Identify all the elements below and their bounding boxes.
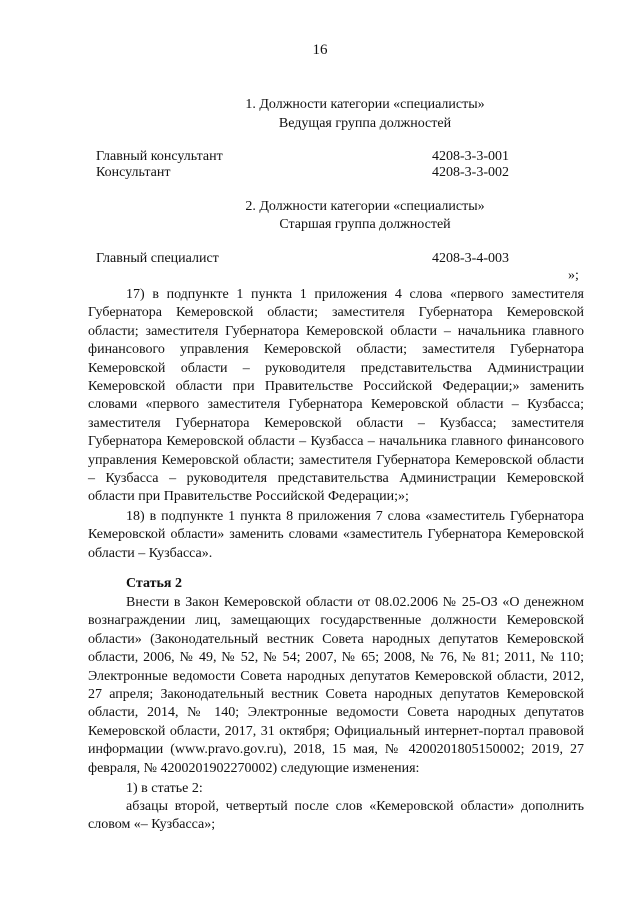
item-1: 1) в статье 2: xyxy=(126,781,203,796)
position-code: 4208-3-3-002 xyxy=(432,165,509,180)
article-heading: Статья 2 xyxy=(126,576,182,591)
section1-title: 1. Должности категории «специалисты» xyxy=(245,97,485,112)
quote-end: »; xyxy=(568,268,579,283)
position-code: 4208-3-3-001 xyxy=(432,149,509,164)
page-number: 16 xyxy=(312,42,328,58)
article-paragraph: Внести в Закон Кемеровской области от 08.02.2006 № 25-ОЗ «О денежном вознаграждении лиц, замещающих государственные должности Кемеровской области» (Законодательный вестник Совета народных депутатов Кемеровской области, 2006, № 49, № 52, № 54; 2007, № 65; 2008, № 76, № 81; 2011, № 110; Электронные ведомости Совета народных депутатов Кемеровской области, 2012, 27 апреля; Законодательный вестник Совета народных депутатов Кемеровской области, 2014, № 140; Электронные ведомости Совета народных депутатов Кемеровской области, 2017, 31 октября; Официальный интернет-портал правовой информации (www.pravo.gov.ru), 2018, 15 мая, № 4200201805150002; 2019, 27 февраля, № 4200201902270002) следующие изменения: xyxy=(88,595,584,776)
position-name: Консультант xyxy=(96,165,171,180)
table-row xyxy=(96,164,536,182)
section2-title: 2. Должности категории «специалисты» xyxy=(245,199,485,214)
position-code: 4208-3-4-003 xyxy=(432,251,509,266)
paragraph-18: 18) в подпункте 1 пункта 8 приложения 7 слова «заместитель Губернатора Кемеровской области» заменить словами «заместитель Губернатора Кемеровской области – Кузбасса». xyxy=(88,509,584,561)
position-name: Главный специалист xyxy=(96,251,219,266)
position-name: Главный консультант xyxy=(96,149,223,164)
table-row xyxy=(96,250,536,268)
item-1-text: абзацы второй, четвертый после слов «Кемеровской области» дополнить словом «– Кузбасса»; xyxy=(88,799,584,833)
paragraph-17: 17) в подпункте 1 пункта 1 приложения 4 слова «первого заместителя Губернатора Кемеровской области; заместителя Губернатора Кемеровской области; заместителя Губернатора Кемеровской области – начальника главного финансового управления Кемеровской области; заместителя Губернатора Кемеровской области – руководителя представительства Администрации Кемеровской области при Правительстве Российской Федерации;» заменить словами «первого заместителя Губернатора Кемеровской области – Кузбасса; заместителя Губернатора Кемеровской области – Кузбасса; заместителя Губернатора Кемеровской области – Кузбасса – начальника главного финансового управления Кемеровской области; заместителя Губернатора Кемеровской области – Кузбасса – руководителя представительства Администрации Кемеровской области при Правительстве Российской Федерации;»; xyxy=(88,287,584,505)
section1-subtitle: Ведущая группа должностей xyxy=(278,116,452,131)
section2-subtitle: Старшая группа должностей xyxy=(279,217,451,232)
